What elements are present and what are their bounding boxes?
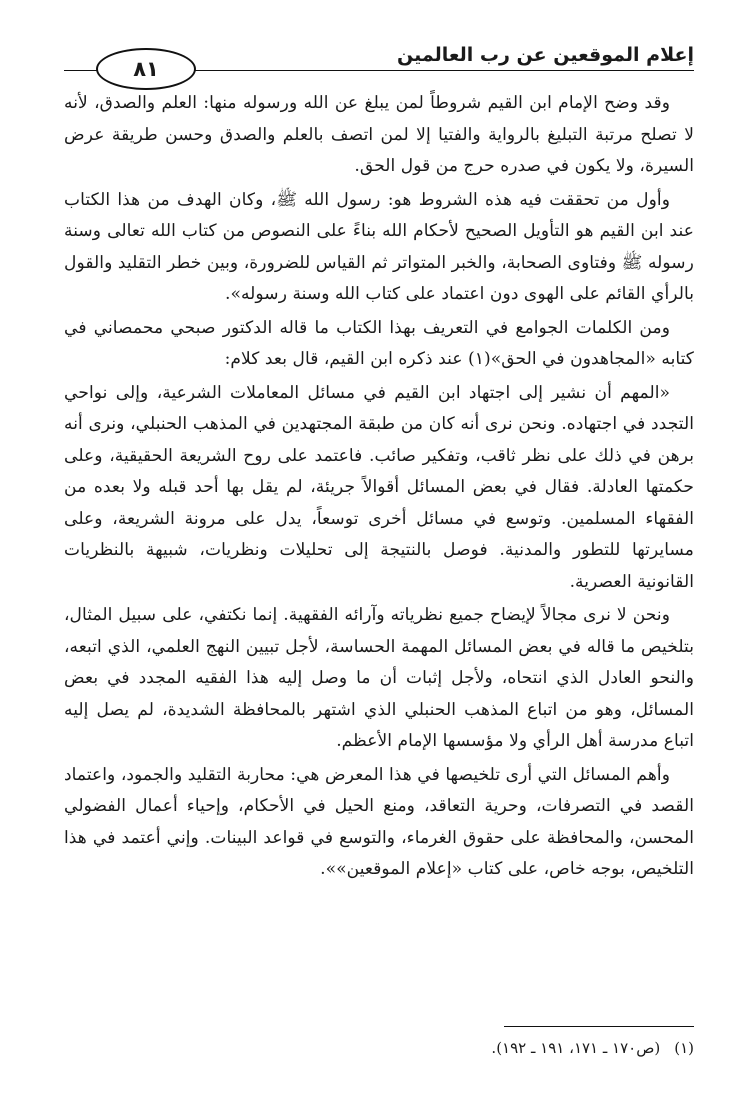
paragraph-5-quote: ونحن لا نرى مجالاً لإيضاح جميع نظرياته وآرائه الفقهية. إنما نكتفي، على سبيل المثال، بتلخيص ما قاله في بعض المسائل المهمة الحساسة، لأجل تبيين النهج العلمي، الذي اتبعه، والنحو العادل الذي انتحاه، ولأجل إثبات أن ما وصل إليه هذا الفقيه المجدد في بعض المسائل، وهو من اتباع المذهب الحنبلي الذي اشتهر بالمحافظة الشديدة، لم يصل إليه اتباع مدرسة أهل الرأي ولا مؤسسها الإمام الأعظم. (64, 605, 694, 751)
paragraph-3: ومن الكلمات الجوامع في التعريف بهذا الكتاب ما قاله الدكتور صبحي محمصاني في كتابه «المجاهدون في الحق»(١) عند ذكره ابن القيم، قال بعد كلام: (64, 317, 694, 369)
footnote-text: (ص١٧٠ ـ ١٧١، ١٩١ ـ ١٩٢). (491, 1039, 661, 1057)
page-number: ٨١ (96, 48, 196, 90)
footnote-marker: (١) (674, 1039, 694, 1057)
paragraph-1: وقد وضح الإمام ابن القيم شروطاً لمن يبلغ عن الله ورسوله منها: العلم والصدق، لأنه لا تصلح مرتبة التبليغ بالرواية والفتيا إلا لمن اتصف بالعلم والصدق وحسن طريقة عرض السيرة، ولا يكون في صدره حرج من قول الحق. (64, 93, 694, 176)
paragraph-4-quote: «المهم أن نشير إلى اجتهاد ابن القيم في مسائل المعاملات الشرعية، وإلى نواحي التجدد في اجتهاده. ونحن نرى أنه كان من طبقة المجتهدين في المذهب الحنبلي، ونرى أنه برهن في ذلك على نظر ثاقب، وتفكير صائب. فاعتمد على روح الشريعة الحقيقية، وعلى حكمتها العادلة. فقال في بعض المسائل أقوالاً جريئة، لم يقل بها أحد قبله ولا بعده من الفقهاء المسلمين. وتوسع في مسائل أخرى توسعاً، يدل على مرونة الشريعة، وعلى مسايرتها للتطور والمدنية. فوصل بالنتيجة إلى تحليلات ونظريات، شبيهة بالنظريات القانونية العصرية. (64, 382, 694, 592)
footnote (64, 1036, 694, 1060)
paragraph-6-quote: وأهم المسائل التي أرى تلخيصها في هذا المعرض هي: محاربة التقليد والجمود، واعتماد القصد في التصرفات، وحرية التعاقد، ومنع الحيل في الأحكام، وإحياء أعمال الفضولي المحسن، والمحافظة على حقوق الغرماء، والتوسع في قواعد البينات. وإني أعتمد في هذا التلخيص، بوجه خاص، على كتاب «إعلام الموقعين»». (64, 764, 694, 879)
footnote-rule (504, 1026, 694, 1027)
main-text (64, 88, 694, 888)
paragraph-2: وأول من تحققت فيه هذه الشروط هو: رسول الله ﷺ، وكان الهدف من هذا الكتاب عند ابن القيم هو التأويل الصحيح لأحكام الله بناءً على النصوص من كتاب الله تعالى وسنة رسوله ﷺ وفتاوى الصحابة، والخبر المتواتر ثم القياس للضرورة، وبين خطر التقليد والقول بالرأي القائم على الهوى دون اعتماد على كتاب الله وسنة رسوله». (64, 189, 694, 304)
page-header (64, 40, 694, 81)
running-title: إعلام الموقعين عن رب العالمين (397, 44, 694, 66)
